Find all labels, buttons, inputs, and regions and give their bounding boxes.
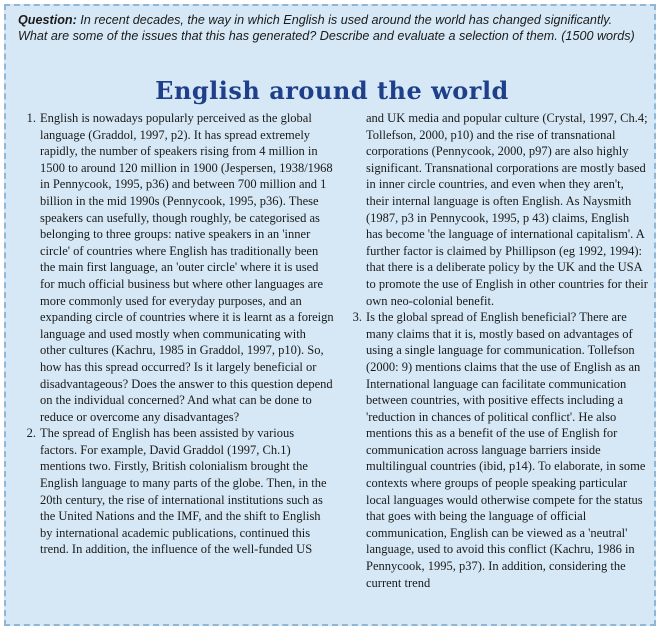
article-title: English around the world	[155, 76, 509, 105]
paragraph-number: 2.	[26, 426, 36, 441]
paragraph-number: 3.	[352, 310, 362, 325]
paragraph-text: The spread of English has been assisted by various factors. For example, David Graddol (1997, Ch.1) mentions two. Firstly, British colonialism brought the English language to many parts of the globe. Then, in the 20th century, the rise of international institutions such as the United Nations and the IMF, and the shift to English by international academic publications, continued this trend. In addition, the influence of the well-funded US	[40, 426, 327, 557]
paragraph-text: English is nowadays popularly perceived as the global language (Graddol, 1997, p2). It has spread extremely rapidly, the number of speakers rising from 4 million in 1500 to around 120 million in 1900 (Jespersen, 1938/1968 in Pennycook, 1995, p36) and between 700 million and 1 billion in the mid 1990s (Pennycook, 1995, p36). These speakers can usefully, though roughly, be categorised as belonging to three groups: native speakers in an 'inner circle' of countries where English has traditionally been the main first language, an 'outer circle' where it is used for much official business but where other languages are more commonly used for everyday purposes, and an expanding circle of countries where it is learnt as a foreign language and used mostly when communicating with other cultures (Kachru, 1985 in Graddol, 1997, p10). So, how has this spread occurred? Is it largely beneficial or disadvantageous? Does the answer to this question depend on the individual concerned? And what can be done to reduce or overcome any disadvantages?	[40, 111, 334, 424]
document-page	[4, 4, 656, 626]
paragraph-1	[18, 110, 334, 425]
paragraph-3	[344, 309, 648, 591]
essay-question	[18, 12, 638, 44]
paragraph-2-continued: and UK media and popular culture (Crystal, 1997, Ch.4; Tollefson, 2000, p10) and the rise of transnational corporations (Pennycook, 2000, p97) are also highly significant. Transnational corporations are mostly based in inner circle countries, and even when they aren't, their internal language is often English. As Naysmith (1987, p3 in Pennycook, 1995, p 43) claims, English has become 'the language of international capitalism'. A further factor is claimed by Phillipson (eg 1992, 1994): that there is a deliberate policy by the UK and the USA to promote the use of English in other countries for their own neo-colonial benefit.	[366, 111, 648, 308]
right-column	[344, 110, 648, 591]
left-column	[18, 110, 334, 558]
paragraph-number: 1.	[26, 111, 36, 125]
question-label: Question:	[18, 13, 77, 27]
question-text: In recent decades, the way in which English is used around the world has changed significantly. What are some of the issues that this has generated? Describe and evaluate a selection of them. (1500 words)	[18, 13, 635, 43]
paragraph-text: Is the global spread of English beneficial? There are many claims that it is, mostly based on advantages of using a single language for communication. Tollefson (2000: 9) mentions claims that the use of English as an International language can facilitate communication between countries, with positive effects including a 'reduction in chances of political conflict'. He also mentions this as a benefit of the use of English for communication across language barriers inside multilingual countries (ibid, p14). To elaborate, in some contexts where groups of people speaking particular local languages would otherwise compete for the status that goes with being the language of official communication, English can be viewed as a 'neutral' language, used to avoid this conflict (Kachru, 1986 in Pennycook, 1995, p37). In addition, considering the current trend	[366, 310, 646, 590]
paragraph-2	[18, 425, 334, 558]
